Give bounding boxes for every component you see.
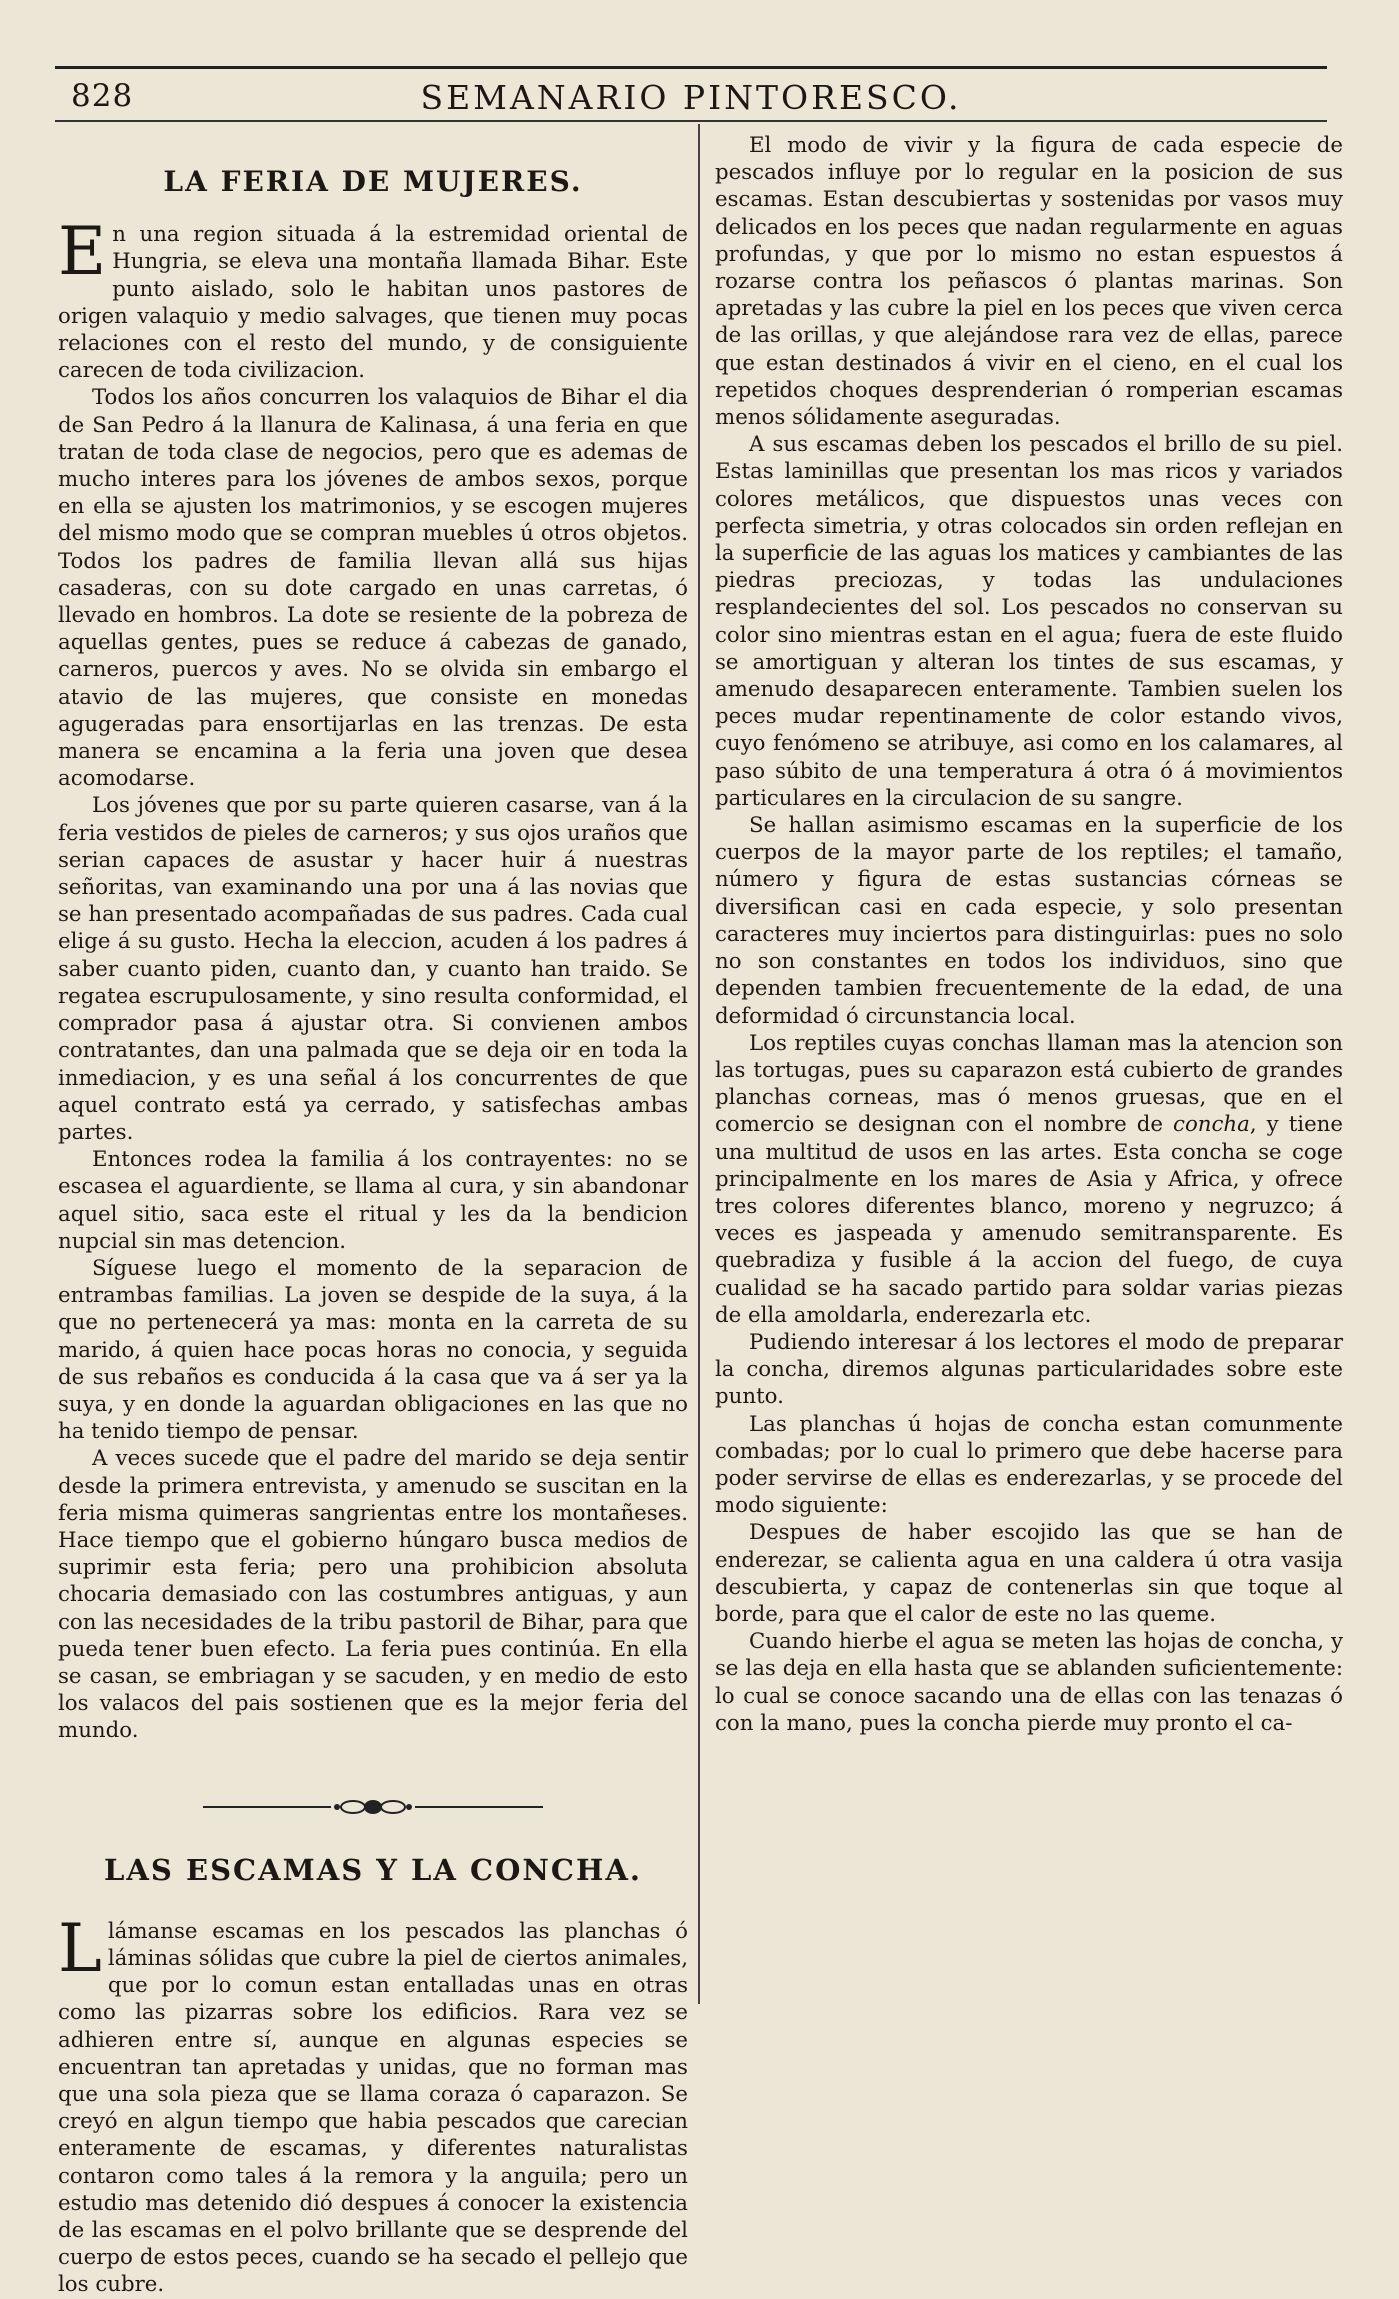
running-head: SEMANARIO PINTORESCO. [420, 78, 962, 117]
article2-paragraph-5 [715, 1030, 1343, 1329]
right-column [715, 132, 1343, 1737]
article1-paragraph-4: Entonces rodea la familia á los contrayentes: no se escasea el aguardiente, se llama al cura, y sin abandonar aquel sitio, saca este el ritual y les da la bendicion nupcial sin mas detencion. [58, 1147, 688, 1254]
article2-p1-text: lámanse escamas en los pescados las planchas ó láminas sólidas que cubre la piel de ciertos animales, que por lo comun estan entalladas unas en otras como las pizarras sobre los edificios. Rara vez se adhieren entre sí, aunque en algunas especies se encuentran tan apretadas y unidas, que no forman mas que una sola pieza que se llama coraza ó caparazon. Se creyó en algun tiempo que habia pescados que carecian enteramente de escamas, y diferentes naturalistas contaron como tales á la remora y la anguila; pero un estudio mas detenido dió despues á conocer la existencia de las escamas en el polvo brillante que se desprende del cuerpo de estos peces, cuando se ha secado el pellejo que los cubre. [58, 1918, 688, 2298]
article1-p1-text: n una region situada á la estremidad oriental de Hungria, se eleva una montaña llamada Bihar. Este punto aislado, solo le habitan unos pastores de origen valaquio y medio salvages, que tienen muy pocas relaciones con el resto del mundo, y de consiguiente carecen de toda civilizacion. [58, 222, 688, 384]
article2-paragraph-9: Cuando hierbe el agua se meten las hojas de concha, y se las deja en ella hasta que se ablanden suficientemente: lo cual se conoce sacando una de ellas con las tenazas ó con la mano, pues la concha pierde muy pronto el ca- [715, 1629, 1343, 1736]
article1-paragraph-2: Todos los años concurren los valaquios de Bihar el dia de San Pedro á la llanura de Kalinasa, á una feria en que tratan de toda clase de negocios, pero que es ademas de mucho interes para los jóvenes de ambos sexos, porque en ella se ajusten los matrimonios, y se escogen mujeres del mismo modo que se compran muebles ú otros objetos. Todos los padres de familia llevan allá sus hijas casaderas, con su dote cargado en unas carretas, ó llevado en hombros. La dote se resiente de la pobreza de aquellas gentes, pues se reduce á cabezas de ganado, carneros, puercos y aves. No se olvida sin embargo el atavio de las mujeres, que consiste en monedas agugeradas para ensortijarlas en las trenzas. De esta manera se encamina a la feria una joven que desea acomodarse. [58, 385, 688, 792]
dropcap-l: L [58, 1909, 102, 1987]
page-header [55, 78, 1327, 122]
ornament-icon [203, 1797, 543, 1817]
article-title-feria: LA FERIA DE MUJERES. [163, 165, 583, 198]
article2-paragraph-2: El modo de vivir y la figura de cada especie de pescados influye por lo regular en la posicion de sus escamas. Estan descubiertas y sostenidas por vasos muy delicados en los peces que nadan regularmente en aguas profundas, y que por lo mismo no estan espuestos á rozarse contra los peñascos ó plantas marinas. Son apretadas y las cubre la piel en los peces que viven cerca de las orillas, y que alejándose rara vez de ellas, parece que estan destinados á vivir en el cieno, en el cual los repetidos choques desprenderian ó romperian escamas menos sólidamente aseguradas. [715, 133, 1343, 431]
header-rule [55, 120, 1327, 122]
article1-paragraph-6: A veces sucede que el padre del marido se deja sentir desde la primera entrevista, y amenudo se suscitan en la feria misma quimeras sangrientas entre los montañeses. Hace tiempo que el gobierno húngaro busca medios de suprimir esta feria; pero una prohibicion absoluta chocaria demasiado con las costumbres antiguas, y aun con las necesidades de la tribu pastoril de Bihar, para que pueda tener buen efecto. La feria pues continúa. En ella se casan, se embriagan y se sacuden, y en medio de esto los valacos del pais sostienen que es la mejor feria del mundo. [58, 1446, 688, 1744]
ornamental-divider [58, 1797, 688, 1817]
article2-paragraph-8: Despues de haber escojido las que se han de enderezar, se calienta agua en una caldera ú otra vasija descubierta, y capaz de contenerlas sin que toque al borde, para que el calor de este no las queme. [715, 1520, 1343, 1627]
article1-paragraph-3: Los jóvenes que por su parte quieren casarse, van á la feria vestidos de pieles de carneros; y sus ojos uraños que serian capaces de asustar y hacer huir á nuestras señoritas, van examinando una por una á las novias que se han presentado acompañadas de sus padres. Cada cual elige á su gusto. Hecha la eleccion, acuden á los padres á saber cuanto piden, cuanto dan, y cuanto han traido. Se regatea escrupulosamente, y sino resulta conformidad, el comprador pasa á ajustar otra. Si convienen ambos contratantes, dan una palmada que se deja oir en toda la inmediacion, y es una señal á los concurrentes de que aquel contrato está ya cerrado, y satisfechas ambas partes. [58, 793, 688, 1145]
column-divider [698, 124, 700, 2004]
article2-p5a: Los reptiles cuyas conchas llaman mas la atencion son las tortugas, pues su caparazon está cubierto de grandes planchas corneas, mas ó menos gruesas, que en el comercio se designan con el nombre de [715, 1030, 1343, 1138]
article2-paragraph-6: Pudiendo interesar á los lectores el modo de preparar la concha, diremos algunas particularidades sobre este punto. [715, 1329, 1343, 1410]
left-column [58, 132, 688, 2299]
article2-paragraph-1 [58, 1909, 688, 2299]
article2-p5-em: concha [1173, 1112, 1250, 1138]
article2-paragraph-3: A sus escamas deben los pescados el brillo de su piel. Estas laminillas que presentan los mas ricos y variados colores metálicos, que dispuestos unas veces con perfecta simetria, y otras colocados sin orden reflejan en la superficie de las aguas los matices y cambiantes de las piedras preciozas, y todas las undulaciones resplandecientes del sol. Los pescados no conservan su color sino mientras estan en el agua; fuera de este fluido se amortiguan y alteran los tintes de sus escamas, y amenudo desaparecen enteramente. Tambien suelen los peces mudar repentinamente de color estando vivos, cuyo fenómeno se atribuye, asi como en los calamares, al paso súbito de una temperatura á otra ó á movimientos particulares en la circulacion de su sangre. [715, 432, 1343, 811]
top-rule [55, 66, 1327, 69]
article2-p5b: , y tiene una multitud de usos en las artes. Esta concha se coge principalmente en los mares de Asia y Africa, y ofrece tres colores diferentes blanco, moreno y negruzco; á veces es jaspeada y amenudo semitransparente. Es quebradiza y fusible á la accion del fuego, de cuya cualidad se ha sacado partido para soldar varias piezas de ella amoldarla, enderezarla etc. [715, 1112, 1343, 1328]
article-title-escamas: LAS ESCAMAS Y LA CONCHA. [104, 1852, 642, 1887]
dropcap-e: E [58, 213, 107, 291]
article1-paragraph-5: Síguese luego el momento de la separacion de entrambas familias. La joven se despide de la suya, á la que no pertenecerá ya mas: monta en la carreta de su marido, á quien hace pocas horas no conocia, y seguida de sus rebaños es conducida á la casa que va á ser ya la suya, y en donde la aguardan obligaciones en las que no ha tenido tiempo de pensar. [58, 1255, 688, 1445]
article1-paragraph-1 [58, 213, 688, 384]
article2-paragraph-4: Se hallan asimismo escamas en la superficie de los cuerpos de la mayor parte de los reptiles; el tamaño, número y figura de estas sustancias córneas se diversifican casi en cada especie, y solo presentan caracteres muy inciertos para distinguirlas: pues no solo no son constantes en todos los individuos, sino que dependen tambien frecuentemente de la edad, de una deformidad ó circunstancia local. [715, 813, 1343, 1029]
article2-paragraph-7: Las planchas ú hojas de concha estan comunmente combadas; por lo cual lo primero que debe hacerse para poder servirse de ellas es enderezarlas, y se procede del modo siguiente: [715, 1411, 1343, 1519]
page-number: 828 [71, 78, 134, 114]
